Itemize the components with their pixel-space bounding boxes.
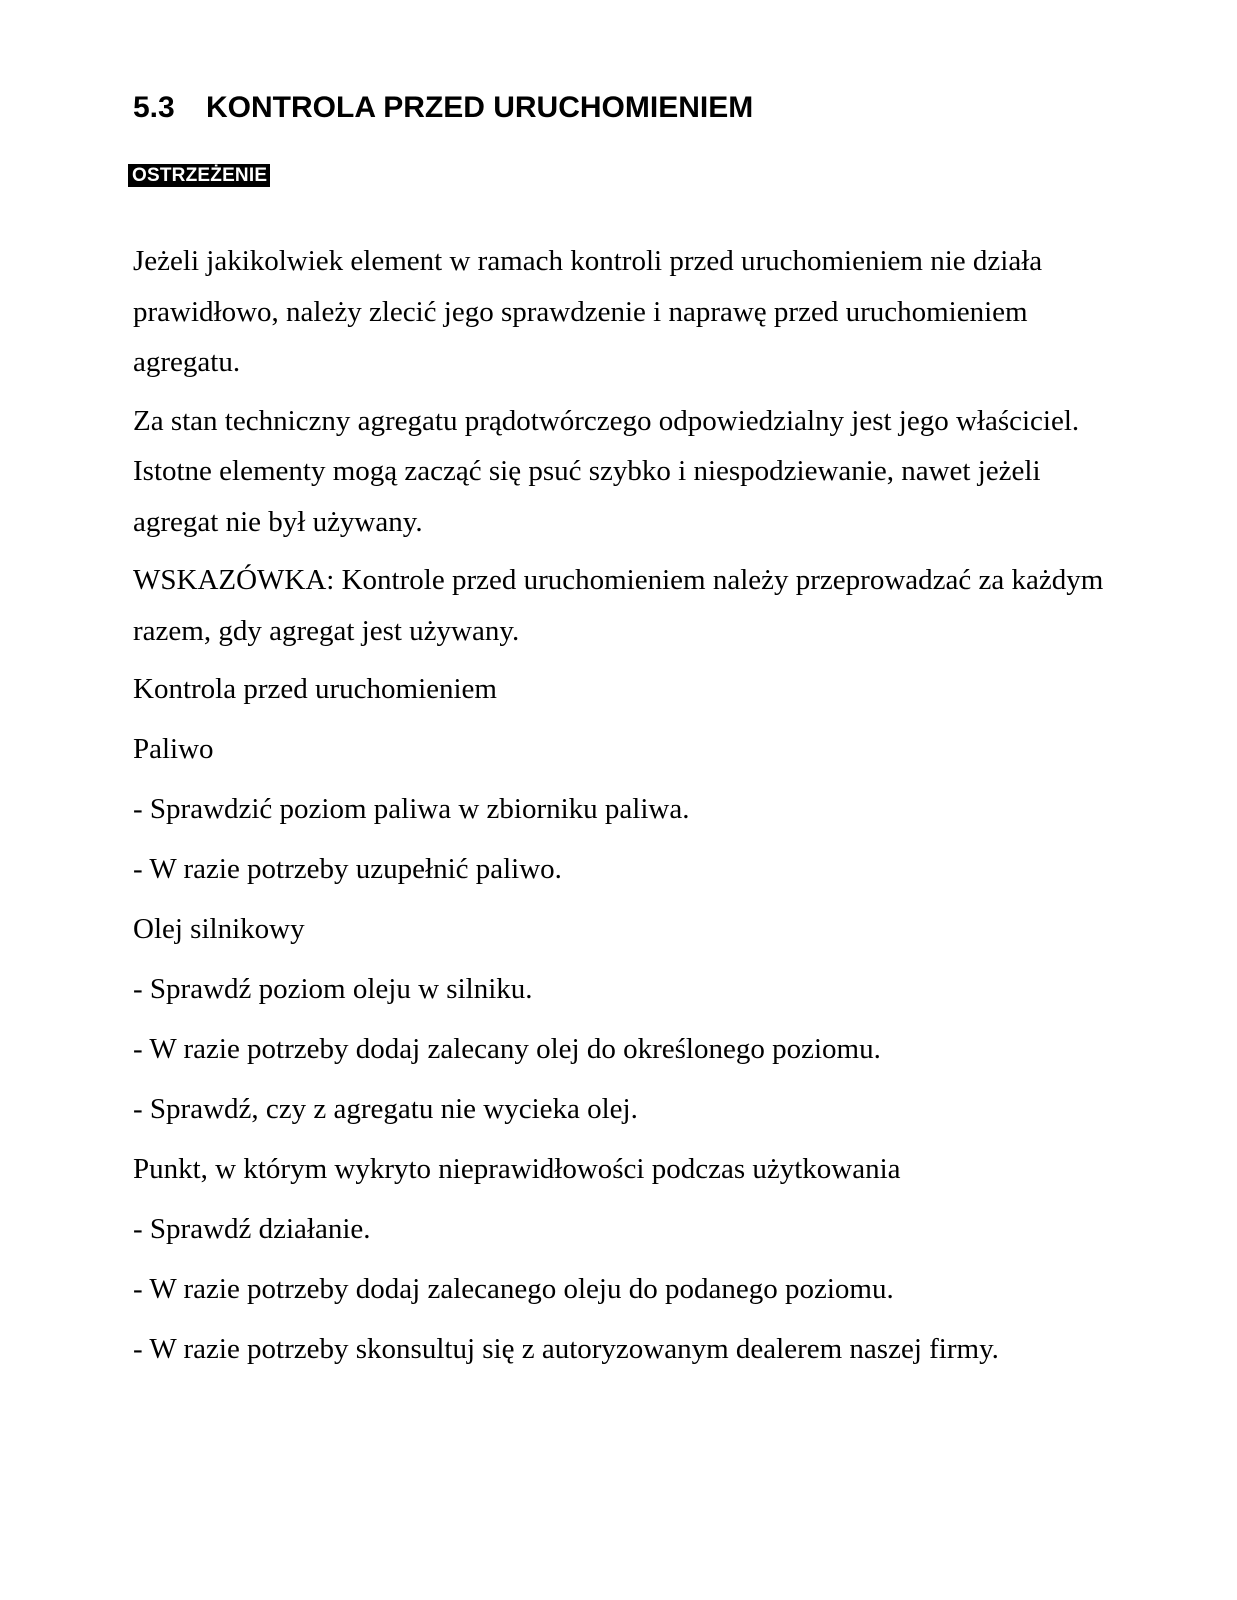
checklist-item: - Sprawdź działanie.	[133, 1213, 371, 1245]
section-number: 5.3	[133, 91, 175, 124]
paragraph-owner-responsibility: Za stan techniczny agregatu prądotwórczego odpowiedzialny jest jego właściciel. Istotne elementy mogą zacząć się psuć szybko i niespodziewanie, nawet jeżeli agregat nie był używany.	[133, 404, 1080, 538]
checklist-item: - W razie potrzeby dodaj zalecany olej do określonego poziomu.	[133, 1033, 881, 1065]
paragraph-hint: WSKAZÓWKA: Kontrole przed uruchomieniem należy przeprowadzać za każdym razem, gdy agregat jest używany.	[133, 564, 1104, 647]
section-heading	[133, 88, 753, 128]
checklist-item: - Sprawdź, czy z agregatu nie wycieka olej.	[133, 1093, 638, 1125]
checklist-heading-fuel: Paliwo	[133, 733, 214, 765]
checklist-item: - W razie potrzeby skonsultuj się z autoryzowanym dealerem naszej firmy.	[133, 1333, 999, 1365]
paragraph-malfunction: Jeżeli jakikolwiek element w ramach kontroli przed uruchomieniem nie działa prawidłowo, należy zlecić jego sprawdzenie i naprawę przed uruchomieniem agregatu.	[133, 245, 1043, 378]
checklist-heading-engine-oil: Olej silnikowy	[133, 913, 305, 945]
checklist-item: - W razie potrzeby uzupełnić paliwo.	[133, 853, 562, 885]
warning-badge: OSTRZEŻENIE	[128, 164, 270, 187]
section-title: KONTROLA PRZED URUCHOMIENIEM	[206, 91, 754, 124]
checklist-item: - Sprawdź poziom oleju w silniku.	[133, 973, 533, 1005]
body-text	[133, 236, 1108, 1384]
checklist-item: - Sprawdzić poziom paliwa w zbiorniku paliwa.	[133, 793, 690, 825]
checklist-item: - W razie potrzeby dodaj zalecanego oleju do podanego poziomu.	[133, 1273, 894, 1305]
checklist-title: Kontrola przed uruchomieniem	[133, 673, 497, 705]
checklist-heading-usage-faults: Punkt, w którym wykryto nieprawidłowości podczas użytkowania	[133, 1153, 901, 1185]
